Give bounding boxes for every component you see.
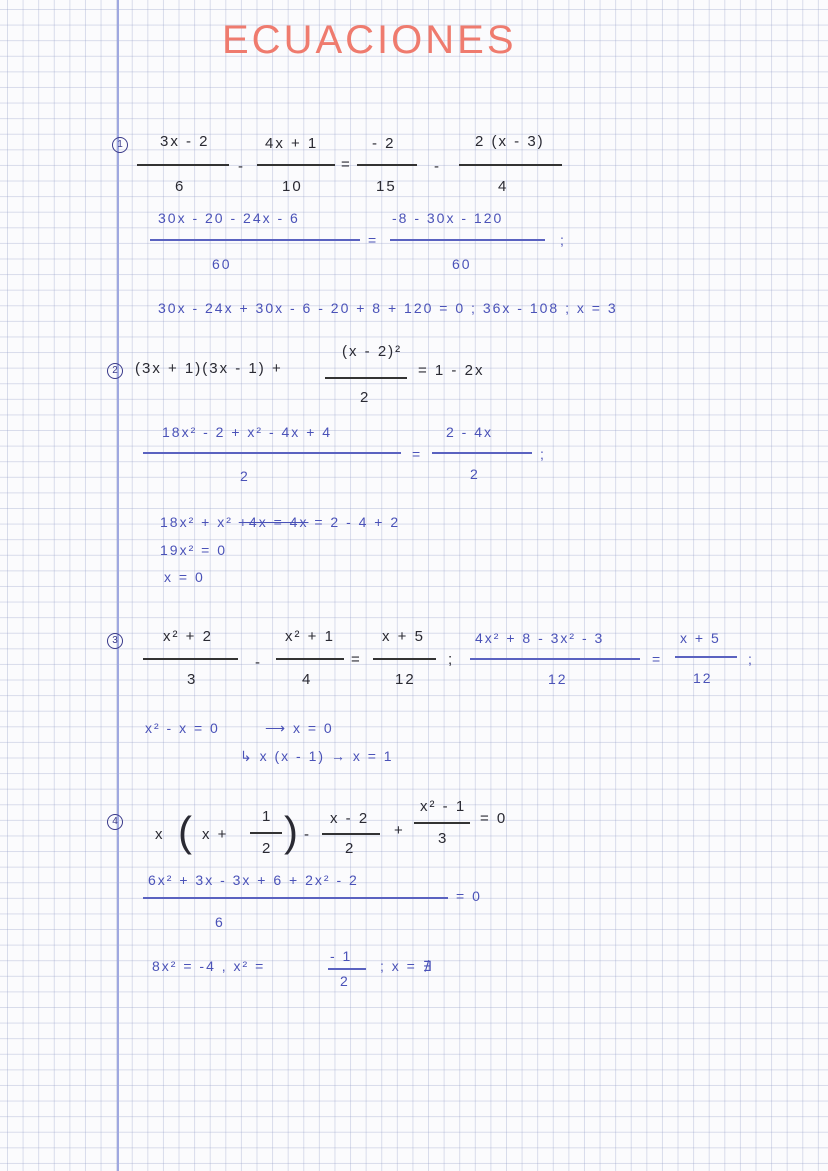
ex1-step1-lhs-den: 60 bbox=[212, 256, 232, 272]
ex4-x: x bbox=[155, 826, 165, 843]
exercise-number-2: 2 bbox=[107, 363, 123, 379]
ex4-paren-open: ( bbox=[178, 808, 192, 855]
ex3-sep: ; bbox=[448, 651, 455, 668]
fraction-bar bbox=[373, 658, 436, 660]
ex3-frac1-num: x² + 2 bbox=[163, 628, 213, 645]
ex1-frac1-num: 3x - 2 bbox=[160, 133, 210, 150]
ex4-step1-num: 6x² + 3x - 3x + 6 + 2x² - 2 bbox=[148, 872, 359, 888]
ex1-frac3-num: - 2 bbox=[372, 135, 396, 152]
ex1-step1-sep: ; bbox=[560, 232, 566, 248]
fraction-bar bbox=[137, 164, 229, 166]
fraction-bar bbox=[250, 832, 282, 834]
ex1-step2: 30x - 24x + 30x - 6 - 20 + 8 + 120 = 0 ; 36x - 108 ; x = 3 bbox=[158, 300, 618, 316]
ex2-step4: x = 0 bbox=[164, 569, 205, 585]
fraction-bar bbox=[328, 968, 366, 970]
ex3-step1-lhs-num: 4x² + 8 - 3x² - 3 bbox=[475, 630, 605, 646]
ex2-rhs: = 1 - 2x bbox=[418, 362, 485, 379]
ex3-branch1: ⟶ x = 0 bbox=[265, 720, 334, 736]
ex3-op1: - bbox=[255, 654, 262, 671]
ex3-step1-sep: ; bbox=[748, 651, 754, 667]
ex1-step1-eq: = bbox=[368, 232, 379, 248]
fraction-bar bbox=[432, 452, 532, 454]
fraction-bar bbox=[143, 897, 448, 899]
fraction-bar bbox=[143, 658, 238, 660]
ex1-eq: = bbox=[341, 156, 352, 173]
ex4-frac3-num: x² - 1 bbox=[420, 798, 467, 815]
ex4-step1-rhs: = 0 bbox=[456, 888, 482, 904]
ex2-frac-den: 2 bbox=[360, 389, 371, 406]
ex1-op1: - bbox=[238, 158, 245, 175]
ex4-frac2-den: 2 bbox=[345, 840, 356, 857]
exercise-number-4: 4 bbox=[107, 814, 123, 830]
ex3-frac3-den: 12 bbox=[395, 671, 416, 688]
ex4-op2: + bbox=[394, 822, 405, 839]
ex1-frac2-den: 10 bbox=[282, 178, 303, 195]
ex4-half-den: 2 bbox=[262, 840, 273, 857]
ex2-frac-num: (x - 2)² bbox=[342, 343, 403, 360]
ex2-step1-eq: = bbox=[412, 446, 423, 462]
ex1-frac1-den: 6 bbox=[175, 178, 186, 195]
ex4-inner: x + bbox=[202, 826, 229, 843]
ex4-op1: - bbox=[304, 826, 311, 843]
fraction-bar bbox=[459, 164, 562, 166]
ex3-step2: x² - x = 0 bbox=[145, 720, 220, 736]
fraction-bar bbox=[390, 239, 545, 241]
fraction-bar bbox=[257, 164, 335, 166]
ex4-paren-close: ) bbox=[284, 808, 298, 855]
fraction-bar bbox=[675, 656, 737, 658]
ex2-step3: 19x² = 0 bbox=[160, 542, 227, 558]
ex3-eq: = bbox=[351, 651, 362, 668]
ex1-step1-rhs-num: -8 - 30x - 120 bbox=[392, 210, 504, 226]
exercise-number-3: 3 bbox=[107, 633, 123, 649]
fraction-bar bbox=[150, 239, 360, 241]
fraction-bar bbox=[143, 452, 401, 454]
ex4-step1-den: 6 bbox=[215, 914, 225, 930]
ex2-step1-sep: ; bbox=[540, 446, 546, 462]
ex2-step1-rhs-num: 2 - 4x bbox=[446, 424, 494, 440]
ex3-frac3-num: x + 5 bbox=[382, 628, 425, 645]
ex4-step2-a: 8x² = -4 , x² = bbox=[152, 958, 266, 974]
ex3-step1-lhs-den: 12 bbox=[548, 671, 568, 687]
ex4-half-num: 1 bbox=[262, 808, 273, 825]
ex1-frac2-num: 4x + 1 bbox=[265, 135, 319, 152]
ex1-frac4-den: 4 bbox=[498, 178, 509, 195]
fraction-bar bbox=[322, 833, 380, 835]
ex3-step1-rhs-num: x + 5 bbox=[680, 630, 721, 646]
ex4-step2-b: ; x = ∄ bbox=[380, 958, 434, 974]
ex3-frac1-den: 3 bbox=[187, 671, 198, 688]
ex3-branch2: ↳ x (x - 1) → x = 1 bbox=[240, 748, 394, 764]
ex2-step1-rhs-den: 2 bbox=[470, 466, 480, 482]
fraction-bar bbox=[470, 658, 640, 660]
ex1-op2: - bbox=[434, 158, 441, 175]
ex3-step1-eq: = bbox=[652, 651, 663, 667]
ex4-step2-frac-num: - 1 bbox=[330, 948, 353, 964]
ex3-frac2-num: x² + 1 bbox=[285, 628, 335, 645]
fraction-bar bbox=[325, 377, 407, 379]
ex1-step1-rhs-den: 60 bbox=[452, 256, 472, 272]
page-title: ECUACIONES bbox=[222, 18, 517, 62]
ex2-step1-lhs-den: 2 bbox=[240, 468, 250, 484]
notebook-margin-line bbox=[117, 0, 119, 1171]
ex4-frac2-num: x - 2 bbox=[330, 810, 370, 827]
ex4-rhs: = 0 bbox=[480, 810, 508, 827]
ex2-step2: 18x² + x² +4x = 4x = 2 - 4 + 2 bbox=[160, 514, 401, 530]
exercise-number-1: 1 bbox=[112, 137, 128, 153]
ex2-step1-lhs-num: 18x² - 2 + x² - 4x + 4 bbox=[162, 424, 333, 440]
fraction-bar bbox=[414, 822, 470, 824]
ex4-step2-frac-den: 2 bbox=[340, 973, 350, 989]
crossed-out-terms: +4x = 4x bbox=[238, 514, 309, 530]
fraction-bar bbox=[357, 164, 417, 166]
ex4-frac3-den: 3 bbox=[438, 830, 449, 847]
ex1-step1-lhs-num: 30x - 20 - 24x - 6 bbox=[158, 210, 300, 226]
ex3-step1-rhs-den: 12 bbox=[693, 670, 713, 686]
ex1-frac3-den: 15 bbox=[376, 178, 397, 195]
ex3-frac2-den: 4 bbox=[302, 671, 313, 688]
fraction-bar bbox=[276, 658, 344, 660]
ex2-lhs: (3x + 1)(3x - 1) + bbox=[135, 360, 283, 377]
ex1-frac4-num: 2 (x - 3) bbox=[475, 133, 545, 150]
